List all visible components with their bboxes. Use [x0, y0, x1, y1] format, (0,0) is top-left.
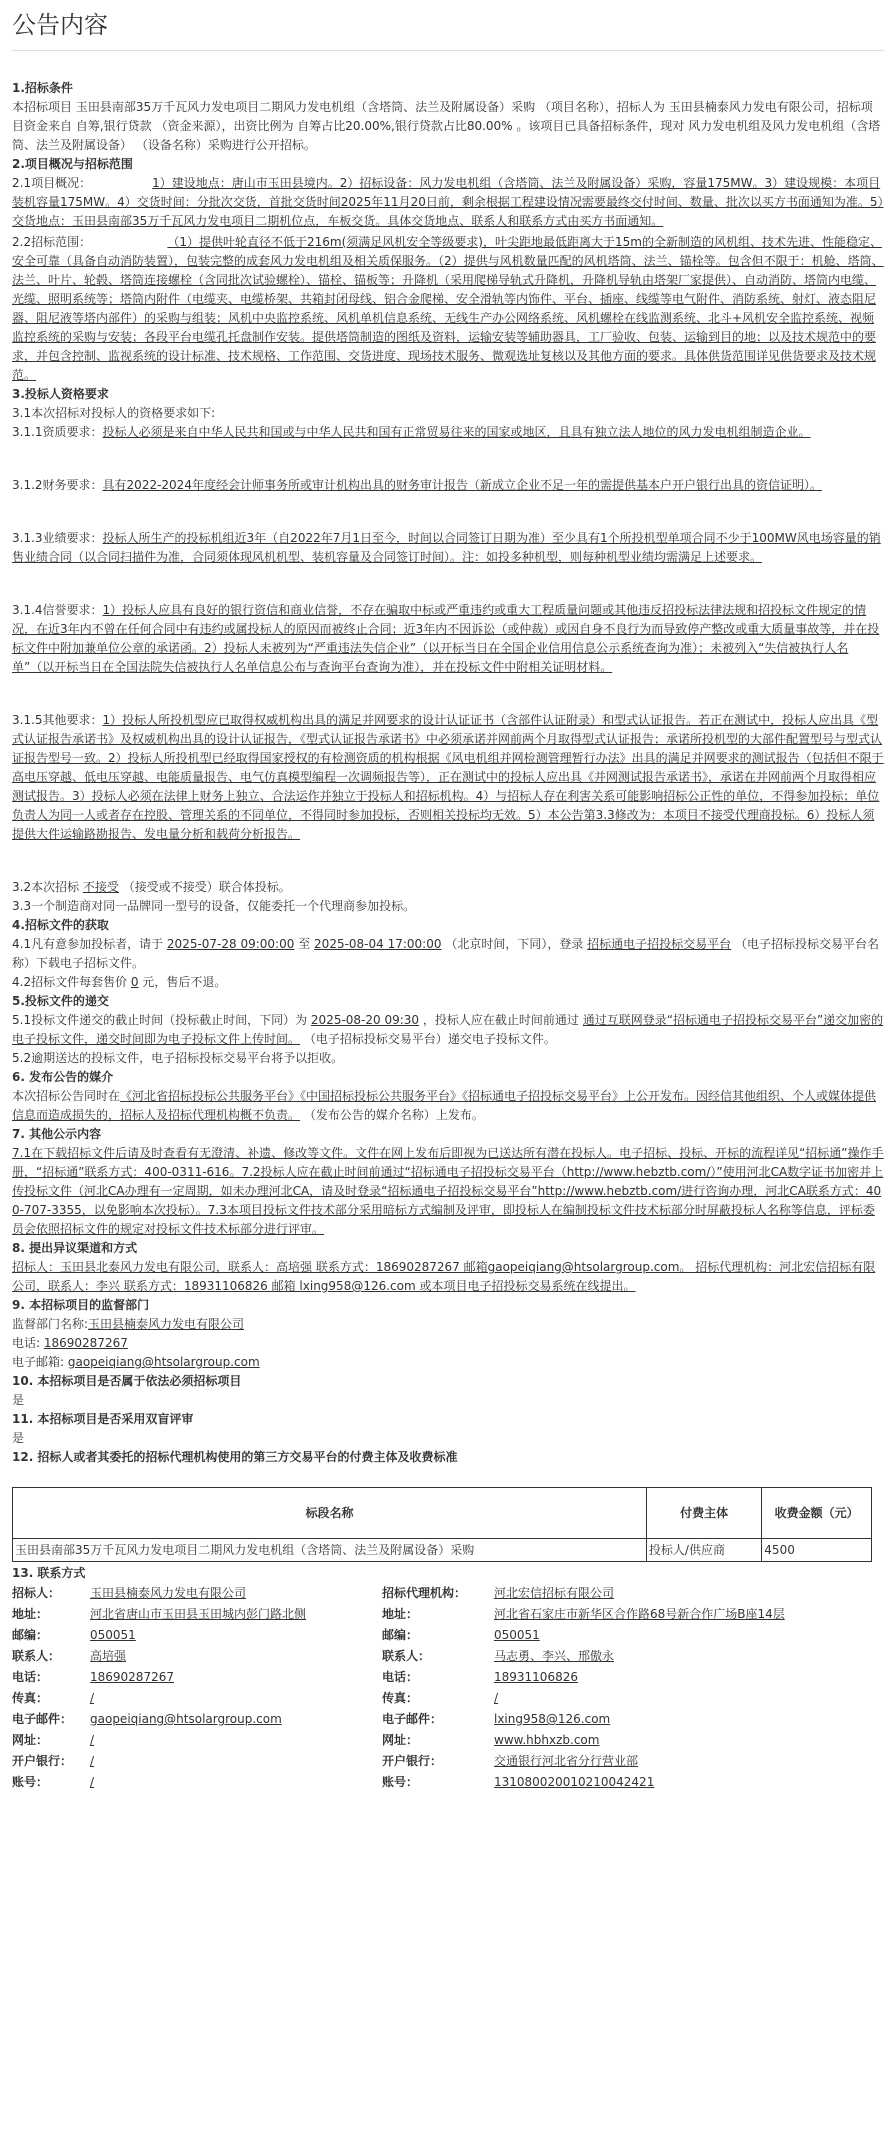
contact-value: 马志勇、李兴、邢傲永	[494, 1649, 615, 1663]
contact-value: /	[90, 1691, 95, 1705]
section-heading: 3.投标人资格要求	[12, 387, 109, 401]
value: 投标人所生产的投标机组近3年（自2022年7月1日至今，时间以合同签订日期为准）至少具有1个所投机型单项合同不少于100MW风电场容量的销售业绩合同（以合同扫描件为准，合同须体现风机机型、装机容量及合同签订时间）。注：如投多种机型，则每种机型业绩均需满足上述要求。	[12, 531, 881, 564]
price: 0	[130, 975, 139, 989]
section-5	[12, 992, 884, 1068]
section-3	[12, 385, 884, 916]
value: 具有2022-2024年度经会计师事务所或审计机构出具的财务审计报告（新成立企业不足一年的需提供基本户开户银行出具的资信证明）。	[102, 478, 822, 492]
contact-label: 地址：	[12, 1607, 49, 1621]
contact-row	[12, 1646, 382, 1667]
agent-policy: 3.3一个制造商对同一品牌同一型号的设备，仅能委托一个代理商参加投标。	[12, 899, 416, 913]
contact-label: 邮编：	[12, 1628, 49, 1642]
section-8	[12, 1239, 884, 1296]
value: 投标人必须是来自中华人民共和国或与中华人民共和国有正常贸易往来的国家或地区，且具有独立法人地位的风力发电机组制造企业。	[102, 425, 811, 439]
contact-value: /	[90, 1754, 95, 1768]
contact-row	[382, 1730, 862, 1751]
performance-req	[12, 529, 884, 567]
contact-value: 高培强	[90, 1649, 127, 1663]
contact-value: 交通银行河北省分行营业部	[494, 1754, 639, 1768]
value: 18690287267	[43, 1336, 128, 1350]
contact-value: 河北省石家庄市新华区合作路68号新合作广场B座14层	[494, 1607, 785, 1621]
document-price: 4.2招标文件每套售价 0 元，售后不退。	[12, 975, 227, 989]
document-download: 4.1凡有意参加投标者，请于 2025-07-28 09:00:00 至 2025-08-04 17:00:00 （北京时间，下同），登录 招标通电子招投标交易平台 （电子招标投标交易平台名称）下载电子招标文件。	[12, 937, 880, 970]
submission-method: 通过互联网登录“招标通电子招投标交易平台”递交加密的电子投标文件，递交时间即为电子投标文件上传时间。	[12, 1013, 884, 1046]
section-11	[12, 1410, 884, 1448]
contact-value: 玉田县楠泰风力发电有限公司	[90, 1586, 247, 1600]
contact-row	[12, 1751, 382, 1772]
contact-value: 18931106826	[494, 1670, 578, 1684]
section-12	[12, 1448, 884, 1562]
start-time: 2025-07-28 09:00:00	[166, 937, 295, 951]
contact-grid	[12, 1583, 884, 1793]
other-notices: 7.1在下载招标文件后请及时查看有无澄清、补遗、修改等文件。文件在网上发布后即视为已送达所有潜在投标人。电子招标、投标、开标的流程详见“招标通”操作手册，“招标通”联系方式：400-0311-616。7.2投标人应在截止时间前通过“招标通电子招投标交易平台（http://www.hebztb.com/）”使用河北CA数字证书加密并上传投标文件（河北CA办理有一定周期，如未办理河北CA，请及时登录“招标通电子招投标交易平台”http://www.hebztb.com/进行咨询办理，河北CA联系方式：400-707-3355，以免影响本次投标）。7.3本项目投标文件技术部分采用暗标方式编制及评审，即投标人在编制投标文件技术标部分时屏蔽投标人名称等信息，评标委员会依照招标文件的规定对投标文件技术标部分进行评审。	[12, 1146, 884, 1236]
contact-label: 招标人：	[12, 1586, 61, 1600]
label: 3.1.4信誉要求：	[12, 603, 103, 617]
table-cell: 投标人/供应商	[646, 1539, 761, 1562]
section-6	[12, 1068, 884, 1125]
email-link[interactable]: gaopeiqiang@htsolargroup.com	[67, 1355, 260, 1369]
contact-label: 电子邮件：	[382, 1712, 443, 1726]
table-cell: 玉田县南部35万千瓦风力发电项目二期风力发电机组（含塔筒、法兰及附属设备）采购	[13, 1539, 647, 1562]
contact-value: 050051	[494, 1628, 540, 1642]
contact-row	[382, 1751, 862, 1772]
section-heading: 8. 提出异议渠道和方式	[12, 1241, 138, 1255]
supervisor-dept: 监督部门名称:玉田县楠泰风力发电有限公司	[12, 1317, 245, 1331]
contact-row	[382, 1583, 862, 1604]
contact-row	[12, 1583, 382, 1604]
value: 不接受	[82, 880, 119, 894]
contact-label: 电话：	[12, 1670, 49, 1684]
label: 3.2本次招标	[12, 880, 80, 894]
answer: 是	[12, 1393, 25, 1407]
value: 玉田县楠泰风力发电有限公司	[88, 1317, 245, 1331]
contact-label: 账号：	[382, 1775, 419, 1789]
contact-row	[12, 1625, 382, 1646]
qualification-intro: 3.1本次招标对投标人的资格要求如下:	[12, 406, 216, 420]
end-time: 2025-08-04 17:00:00	[314, 937, 442, 951]
contact-value: 18690287267	[90, 1670, 174, 1684]
label: 3.1.3业绩要求：	[12, 531, 103, 545]
contact-value: 河北宏信招标有限公司	[494, 1586, 615, 1600]
section-7	[12, 1125, 884, 1239]
section-text: 本招标项目 玉田县南部35万千瓦风力发电项目二期风力发电机组（含塔筒、法兰及附属设备）采购 （项目名称），招标人为 玉田县楠泰风力发电有限公司，招标项目资金来自 自筹,银行贷款 （资金来源），出资比例为 自筹占比20.00%,银行贷款占比80.00% 。该项目已具备招标条件，现对 风力发电机组及风力发电机组（含塔筒、法兰及附属设备） （设备名称）采购进行公开招标。	[12, 100, 881, 152]
section-10	[12, 1372, 884, 1410]
fee-table	[12, 1487, 872, 1562]
value: 1）建设地点：唐山市玉田县境内。2）招标设备：风力发电机组（含塔筒、法兰及附属设备）采购，容量175MW。3）建设规模：本项目装机容量175MW。4）交货时间：分批次交货，首批交货时间2025年11月20日前，剩余根据工程建设情况需要最终交付时间、数量、批次以买方书面通知为准。5）交货地点：玉田县南部35万千瓦风力发电项目二期机位点，车板交货。具体交货地点、联系人和联系方式由买方书面通知。	[12, 176, 884, 228]
media-list: 《河北省招标投标公共服务平台》《中国招标投标公共服务平台》《招标通电子招投标交易平台》上公开发布。因经信其他组织、个人或媒体提供信息而造成损失的，招标人及招标代理机构概不负责。	[12, 1089, 877, 1122]
contact-label: 开户银行：	[12, 1754, 73, 1768]
contact-label: 电子邮件：	[12, 1712, 73, 1726]
title-divider	[12, 50, 884, 51]
label: 3.1.5其他要求：	[12, 713, 103, 727]
section-heading: 9. 本招标项目的监督部门	[12, 1298, 150, 1312]
label: 2.2招标范围：	[12, 235, 92, 249]
value: 1）投标人所投机型应已取得权威机构出具的满足并网要求的设计认证证书（含部件认证附录）和型式认证报告。若正在测试中，投标人应出具《型式认证报告承诺书》及权威机构出具的设计认证报告，《型式认证报告承诺书》中必须承诺并网前两个月取得型式认证报告；承诺所投机型的大部件配置型号与型式认证报告型号一致。2）投标人所投机型已经取得国家授权的有检测资质的机构根据《风电机组并网检测管理暂行办法》出具的满足并网要求的测试报告（包括但不限于高电压穿越、低电压穿越、电能质量报告、电气仿真模型编程一次调频报告等），正在测试中的投标人应出具《并网测试报告承诺书》，承诺在并网前两个月取得相应测试报告。3）投标人必须在法律上财务上独立、合法运作并独立于投标人和招标机构。4）与招标人存在利害关系可能影响招标公正性的单位，不得参加投标；单位负责人为同一人或者存在控股、管理关系的不同单位，不得同时参加投标，否则相关投标均无效。5）本公告第3.3修改为：本项目不接受代理商投标。6）投标人须提供大件运输路勘报告、发电量分析和载荷分析报告。	[12, 713, 884, 841]
contact-value: www.hbhxzb.com	[494, 1733, 600, 1747]
section-heading: 13. 联系方式	[12, 1566, 86, 1580]
contact-label: 传真：	[382, 1691, 419, 1705]
consortium-policy	[12, 878, 884, 897]
contact-label: 网址：	[382, 1733, 419, 1747]
contact-label: 网址：	[12, 1733, 49, 1747]
section-heading: 10. 本招标项目是否属于依法必须招标项目	[12, 1374, 242, 1388]
label: 3.1.2财务要求：	[12, 478, 103, 492]
section-heading: 4.招标文件的获取	[12, 918, 109, 932]
contact-label: 传真：	[12, 1691, 49, 1705]
submission-deadline: 5.1投标文件递交的截止时间（投标截止时间，下同）为 2025-08-20 09:30 ，投标人应在截止时间前通过 通过互联网登录“招标通电子招投标交易平台”递交加密的电子投标文件，递交时间即为电子投标文件上传时间。 （电子招标投标交易平台）递交电子投标文件。	[12, 1013, 884, 1046]
deadline: 2025-08-20 09:30	[310, 1013, 420, 1027]
contact-row	[382, 1604, 862, 1625]
contact-value: gaopeiqiang@htsolargroup.com	[90, 1712, 282, 1726]
tenderer-contact	[12, 1583, 382, 1793]
contact-value: 河北省唐山市玉田县玉田城内彭门路北侧	[90, 1607, 307, 1621]
contact-value: 131080020010210042421	[494, 1775, 655, 1789]
contact-row	[382, 1667, 862, 1688]
agency-contact	[382, 1583, 862, 1793]
col-header: 收费金额（元）	[762, 1488, 872, 1539]
table-header-row	[13, 1488, 872, 1539]
col-header: 标段名称	[13, 1488, 647, 1539]
answer: 是	[12, 1431, 25, 1445]
contact-value: 050051	[90, 1628, 136, 1642]
late-rejection: 5.2逾期送达的投标文件，电子招标投标交易平台将予以拒收。	[12, 1051, 344, 1065]
contact-row	[12, 1667, 382, 1688]
contact-row	[382, 1709, 862, 1730]
label: 3.1.1资质要求：	[12, 425, 103, 439]
col-header: 付费主体	[646, 1488, 761, 1539]
contact-label: 电话：	[382, 1670, 419, 1684]
contact-label: 账号：	[12, 1775, 49, 1789]
contact-value: /	[90, 1775, 95, 1789]
contact-row	[382, 1688, 862, 1709]
other-req	[12, 711, 884, 844]
section-1	[12, 79, 884, 155]
contact-label: 招标代理机构：	[382, 1586, 467, 1600]
table-cell: 4500	[762, 1539, 872, 1562]
objection-channels: 招标人：玉田县北泰风力发电有限公司，联系人：高培强 联系方式：18690287267 邮箱gaopeiqiang@htsolargroup.com。 招标代理机构：河北宏信招标有限公司，联系人：李兴 联系方式：18931106826 邮箱 lxing958@126.com 或本项目电子招投标交易系统在线提出。	[12, 1260, 876, 1293]
contact-row	[382, 1646, 862, 1667]
section-9	[12, 1296, 884, 1372]
supervisor-phone: 电话: 18690287267	[12, 1336, 128, 1350]
label: 2.1项目概况：	[12, 176, 92, 190]
platform-link[interactable]: 招标通电子招投标交易平台	[587, 937, 732, 951]
contact-row	[12, 1772, 382, 1793]
section-heading: 2.项目概况与招标范围	[12, 157, 133, 171]
contact-row	[12, 1604, 382, 1625]
table-row	[13, 1539, 872, 1562]
contact-value: lxing958@126.com	[494, 1712, 611, 1726]
section-heading: 6. 发布公告的媒介	[12, 1070, 114, 1084]
contact-label: 联系人：	[12, 1649, 61, 1663]
contact-label: 联系人：	[382, 1649, 431, 1663]
project-overview	[12, 174, 884, 231]
contact-row	[382, 1772, 862, 1793]
contact-row	[12, 1730, 382, 1751]
contact-value: /	[90, 1733, 95, 1747]
section-13	[12, 1564, 884, 1793]
financial-req	[12, 476, 884, 495]
contact-row	[12, 1688, 382, 1709]
contact-label: 邮编：	[382, 1628, 419, 1642]
section-2	[12, 155, 884, 385]
supervisor-email: 电子邮箱: gaopeiqiang@htsolargroup.com	[12, 1355, 260, 1369]
contact-value: /	[494, 1691, 499, 1705]
section-heading: 12. 招标人或者其委托的招标代理机构使用的第三方交易平台的付费主体及收费标准	[12, 1450, 458, 1464]
contact-row	[382, 1625, 862, 1646]
section-heading: 11. 本招标项目是否采用双盲评审	[12, 1412, 194, 1426]
bidding-scope	[12, 233, 884, 385]
section-heading: 5.投标文件的递交	[12, 994, 109, 1008]
section-4	[12, 916, 884, 992]
contact-label: 开户银行：	[382, 1754, 443, 1768]
contact-label: 地址：	[382, 1607, 419, 1621]
value: 1）投标人应具有良好的银行资信和商业信誉，不存在骗取中标或严重违约或重大工程质量问题或其他违反招投标法律法规和招投标文件规定的情况，在近3年内不曾在任何合同中有违约或属投标人的原因而被终止合同；近3年内不因诉讼（或仲裁）或因自身不良行为而导致停产整改或重大质量事故等，并在投标文件中附加兼单位公章的承诺函。2）投标人未被列为“严重违法失信企业”（以开标当日在全国企业信用信息公示系统查询为准）；未被列入“失信被执行人名单”（以开标当日在全国法院失信被执行人名单信息公布与查询平台查询为准），并在投标文件中附相关证明材料。	[12, 603, 880, 674]
section-heading: 7. 其他公示内容	[12, 1127, 102, 1141]
credit-req	[12, 601, 884, 677]
publication-media: 本次招标公告同时在《河北省招标投标公共服务平台》《中国招标投标公共服务平台》《招标通电子招投标交易平台》上公开发布。因经信其他组织、个人或媒体提供信息而造成损失的，招标人及招标代理机构概不负责。 （发布公告的媒介名称）上发布。	[12, 1089, 877, 1122]
contact-row	[12, 1709, 382, 1730]
qualification-req	[12, 423, 884, 442]
page-title: 公告内容	[12, 11, 108, 39]
section-heading: 1.招标条件	[12, 81, 73, 95]
value: （1）提供叶轮直径不低于216m(须满足风机安全等级要求)，叶尖距地最低距离大于15m的全新制造的风机组、技术先进、性能稳定、安全可靠（具备自动消防装置），包装完整的成套风力发电机组及相关质保服务。（2）提供与风机数量匹配的风机塔筒、法兰、锚栓等。包含但不限于：机舱、塔筒、法兰、叶片、轮毂、塔筒连接螺栓（含同批次试验螺栓）、锚栓、锚板等；升降机（采用爬梯导轨式升降机，升降机导轨由塔架厂家提供）、自动消防、塔筒内电缆、光缆、照明系统等；塔筒内附件（电缆夹、电缆桥架、共箱封闭母线、铝合金爬梯、安全滑轨等内饰件、平台、插座、线缆等电气附件、消防系统、射灯、液态阻尼器、阻尼液等塔内部件）的采购与组装；风机中央监控系统、风机单机信息系统、无线生产办公网络系统、风机螺栓在线监测系统、北斗+风机安全监控系统、视频监控系统的采购与安装；各段平台电缆孔托盘制作安装。提供塔筒制造的图纸及资料，运输安装等辅助器具，工厂验收、包装、运输到目的地；以及技术规范中的要求，并包含控制、监视系统的设计标准、技术规格、工作范围、交货进度、现场技术服务、微观选址复核以及其他方面的要求。具体供货范围详见供货要求及技术规范。	[12, 235, 884, 382]
label: （接受或不接受）联合体投标。	[122, 880, 291, 894]
